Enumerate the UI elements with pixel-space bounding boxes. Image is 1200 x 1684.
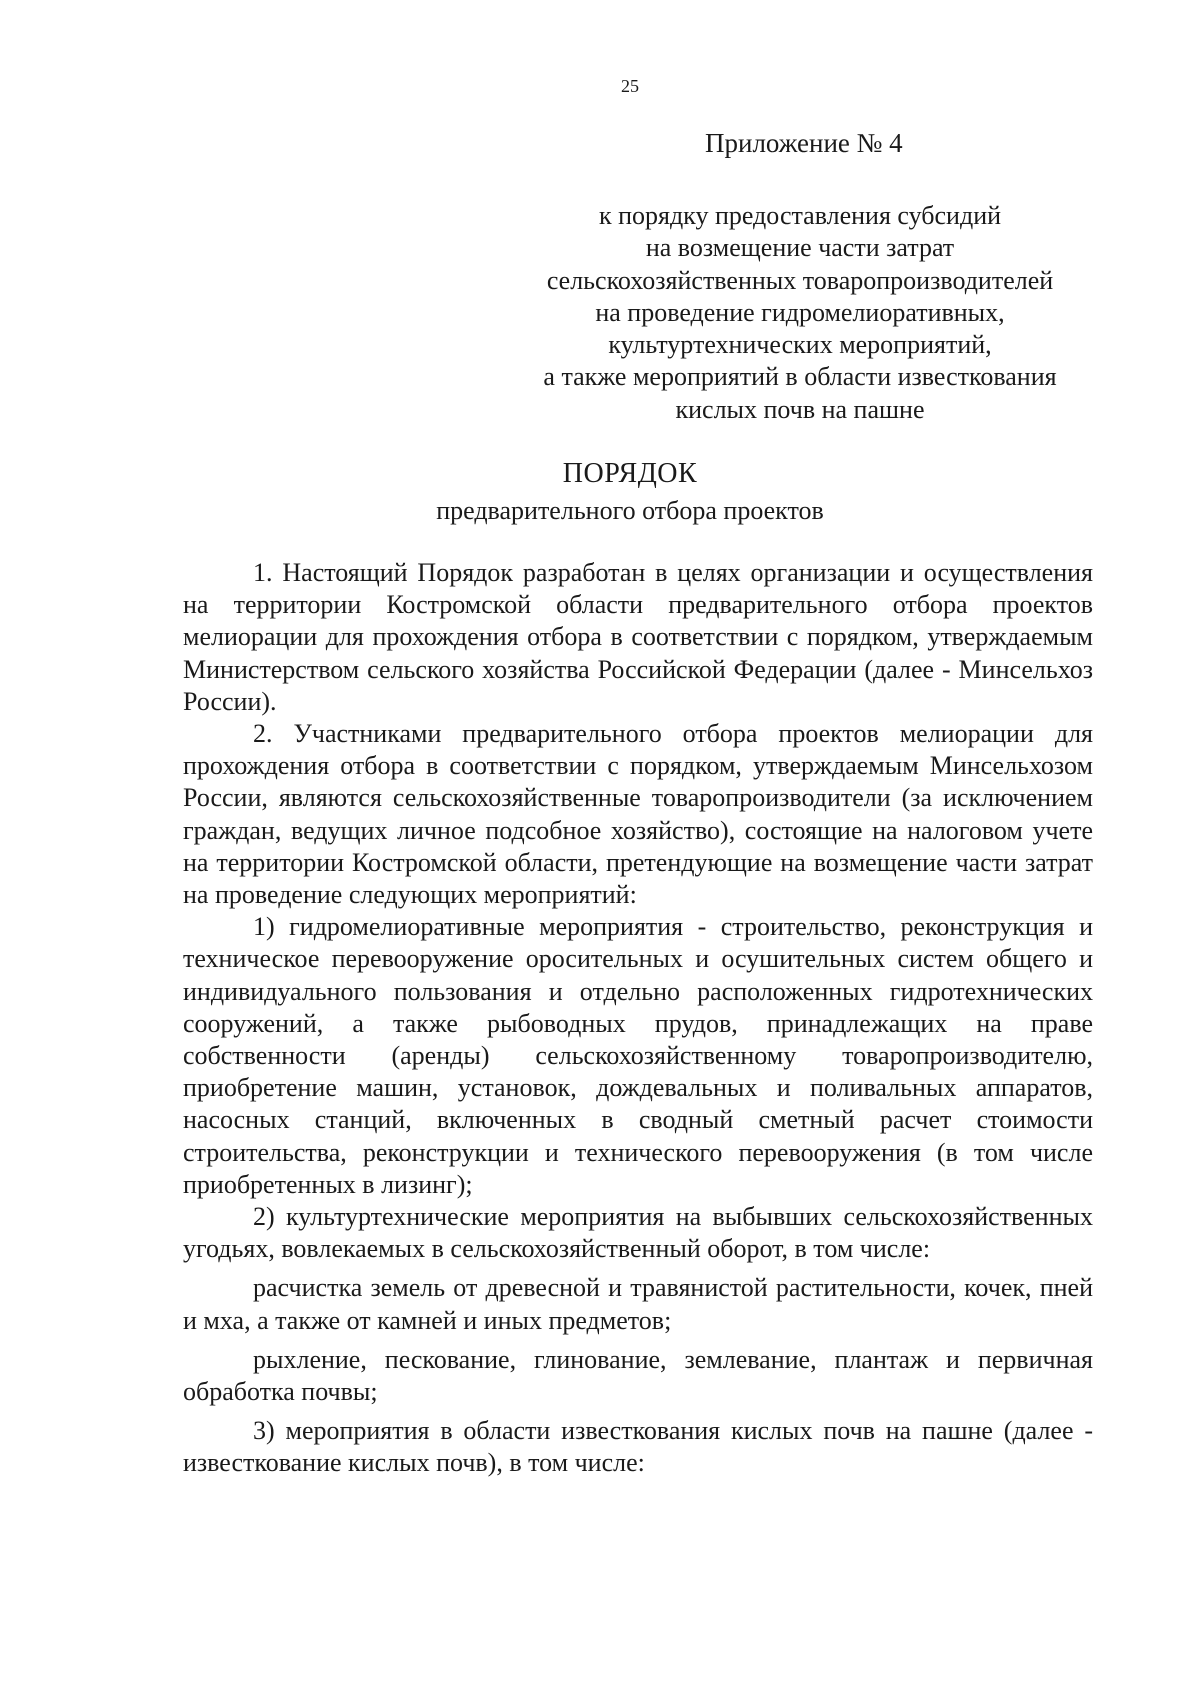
appendix-reference-line: а также мероприятий в области известкования — [543, 362, 1057, 392]
appendix-reference — [520, 200, 1080, 426]
paragraph-2: 2. Участниками предварительного отбора проектов мелиорации для прохождения отбора в соответствии с порядком, утверждаемым Минсельхозом России, являются сельскохозяйственные товаропроизводители (за исключением граждан, ведущих личное подсобное хозяйство), состоящие на налоговом учете на территории Костромской области, претендующие на возмещение части затрат на проведение следующих мероприятий: — [183, 719, 1093, 910]
sub-item-soil-treatment: рыхление, пескование, глинование, землевание, плантаж и первичная обработка почвы; — [183, 1344, 1093, 1407]
appendix-reference-line: кислых почв на пашне — [675, 394, 925, 424]
appendix-reference-line: сельскохозяйственных товаропроизводителей — [546, 265, 1054, 295]
list-item-3: 3) мероприятия в области известкования кислых почв на пашне (далее - известкование кислых почв), в том числе: — [183, 1416, 1093, 1478]
appendix-reference-line: на проведение гидромелиоративных, — [595, 297, 1005, 327]
page-number: 25 — [621, 76, 639, 96]
appendix-reference-line: к порядку предоставления субсидий — [598, 201, 1002, 230]
document-body — [183, 557, 1093, 1480]
list-item-1: 1) гидромелиоративные мероприятия - строительство, реконструкция и техническое перевооружение оросительных и осушительных систем общего и индивидуального пользования и отдельно расположенных гидротехнических сооружений, а также рыбоводных прудов, принадлежащих на праве собственности (аренды) сельскохозяйственному товаропроизводителю, приобретение машин, установок, дождевальных и поливальных аппаратов, насосных станций, включенных в сводный сметный расчет стоимости строительства, реконструкции и технического перевооружения (в том числе приобретенных в лизинг); — [183, 912, 1093, 1199]
list-item-2: 2) культуртехнические мероприятия на выбывших сельскохозяйственных угодьях, вовлекаемых в сельскохозяйственный оборот, в том числе: — [183, 1202, 1093, 1264]
paragraph-1: 1. Настоящий Порядок разработан в целях организации и осуществления на территории Костромской области предварительного отбора проектов мелиорации для прохождения отбора в соответствии с порядком, утверждаемым Министерством сельского хозяйства Российской Федерации (далее - Минсельхоз России). — [183, 558, 1093, 716]
appendix-title: Приложение № 4 — [705, 128, 903, 158]
document-subtitle: предварительного отбора проектов — [436, 496, 824, 525]
appendix-reference-line: на возмещение части затрат — [645, 233, 955, 263]
appendix-reference-line: культуртехнических мероприятий, — [608, 330, 992, 360]
sub-item-clearing: расчистка земель от древесной и травянистой растительности, кочек, пней и мха, а также от камней и иных предметов; — [183, 1273, 1093, 1335]
document-title: ПОРЯДОК — [562, 458, 698, 489]
